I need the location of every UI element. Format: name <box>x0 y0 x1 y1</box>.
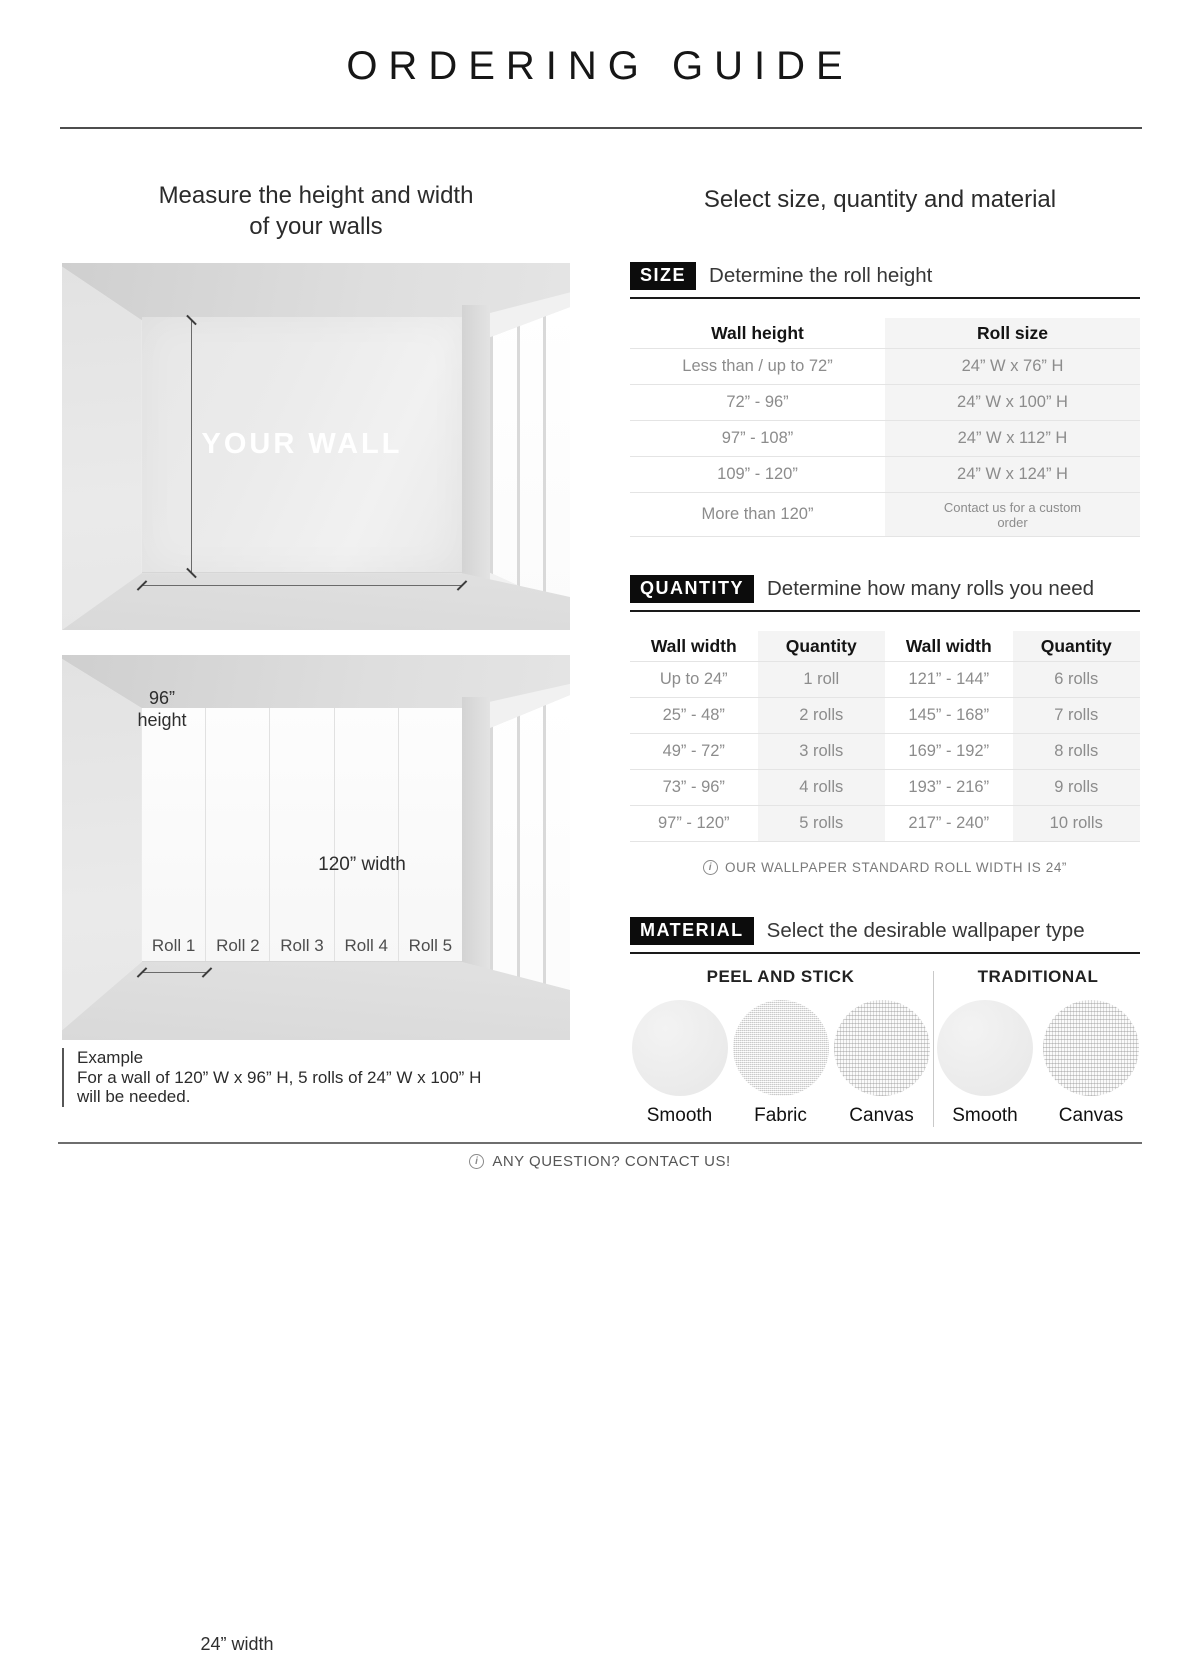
size-table-row <box>630 349 1140 385</box>
quantity-section <box>630 575 1140 875</box>
quantity-cell: 7 rolls <box>1013 698 1141 733</box>
swatch-label: Canvas <box>1058 1105 1124 1126</box>
wall-width-cell: 25” - 48” <box>662 706 725 724</box>
width-dimension-label: 120” width <box>318 854 406 875</box>
wall-height-cell: Less than / up to 72” <box>682 357 833 375</box>
page-title: ORDERING GUIDE <box>346 44 854 88</box>
wall-width-cell: 121” - 144” <box>908 670 990 688</box>
quantity-table-row <box>630 806 1140 842</box>
traditional-swatches <box>936 1000 1140 1127</box>
window-pane <box>520 307 544 609</box>
roll-panel <box>399 708 462 961</box>
left-column-heading <box>62 180 570 242</box>
window-pillar <box>462 305 490 601</box>
quantity-column-header: Quantity <box>758 631 886 661</box>
swatch-label: Smooth <box>952 1105 1018 1126</box>
wall-width-cell: 169” - 192” <box>908 742 990 760</box>
traditional-group <box>936 967 1140 1127</box>
wall-width-cell: 145” - 168” <box>908 706 990 724</box>
wall-width-cell: 73” - 96” <box>662 778 725 796</box>
footer-divider <box>58 1142 1142 1144</box>
quantity-cell: 6 rolls <box>1013 662 1141 697</box>
size-table-row <box>630 385 1140 421</box>
quantity-cell: 10 rolls <box>1013 806 1141 841</box>
size-table-row <box>630 493 1140 537</box>
peel-and-stick-title: PEEL AND STICK <box>706 967 855 986</box>
example-line1: For a wall of 120” W x 96” H, 5 rolls of 24” W x 100” H <box>77 1067 482 1087</box>
roll-size-cell: 24” W x 100” H <box>885 385 1140 420</box>
roll-width-note <box>630 860 1140 875</box>
material-groups <box>630 967 1140 1127</box>
wall-height-column-header: Wall height <box>711 322 804 343</box>
measure-room-illustration <box>62 263 570 875</box>
wall-width-column-header: Wall width <box>650 635 737 656</box>
height-value: 96” <box>148 688 175 708</box>
quantity-cell: 8 rolls <box>1013 734 1141 769</box>
quantity-cell: 9 rolls <box>1013 770 1141 805</box>
wall-with-rolls <box>142 708 462 962</box>
roll-panel <box>206 708 270 961</box>
roll-size-cell <box>885 493 1140 536</box>
wall-height-cell: More than 120” <box>701 505 814 523</box>
size-section <box>630 262 1140 537</box>
size-badge: SIZE <box>630 262 696 290</box>
canvas-texture-icon <box>834 1000 930 1096</box>
material-group-divider <box>933 971 934 1127</box>
window-pane <box>493 307 517 609</box>
quantity-table-row <box>630 734 1140 770</box>
example-note <box>62 1048 542 1107</box>
quantity-table-row <box>630 770 1140 806</box>
roll-label: Roll 3 <box>280 936 324 955</box>
window-pane <box>520 695 544 1025</box>
size-section-title: Determine the roll height <box>709 264 933 287</box>
fabric-texture-icon <box>733 1000 829 1096</box>
wall-height-cell: 97” - 108” <box>721 429 794 447</box>
roll-label: Roll 2 <box>216 936 260 955</box>
right-column-heading: Select size, quantity and material <box>703 186 1057 213</box>
roll-panel <box>142 708 206 961</box>
info-icon: i <box>703 860 718 875</box>
left-heading-line2: of your walls <box>249 213 383 240</box>
peel-and-stick-group <box>630 967 931 1127</box>
example-line2: will be needed. <box>77 1087 191 1106</box>
wall-width-cell: Up to 24” <box>659 670 728 688</box>
size-table-row <box>630 457 1140 493</box>
size-table-header-row <box>630 318 1140 349</box>
swatch-smooth <box>631 1000 729 1127</box>
traditional-title: TRADITIONAL <box>977 967 1099 986</box>
quantity-section-header <box>630 575 1140 612</box>
height-dimension-label <box>122 687 202 731</box>
roll-size-cell: 24” W x 76” H <box>885 349 1140 384</box>
swatch-smooth <box>936 1000 1034 1127</box>
header-divider <box>60 127 1142 129</box>
quantity-section-title: Determine how many rolls you need <box>767 577 1095 600</box>
roll-panel <box>270 708 334 961</box>
footer-note-text: ANY QUESTION? CONTACT US! <box>492 1153 731 1170</box>
quantity-cell: 1 roll <box>758 662 886 697</box>
your-wall <box>142 317 462 573</box>
width-dimension-line <box>142 585 462 586</box>
swatch-label: Canvas <box>849 1105 914 1126</box>
quantity-table-row <box>630 698 1140 734</box>
height-dimension-line <box>191 320 192 573</box>
size-table-row <box>630 421 1140 457</box>
wall-width-cell: 193” - 216” <box>908 778 990 796</box>
roll-size-column-header: Roll size <box>885 318 1140 348</box>
swatch-label: Fabric <box>754 1105 807 1126</box>
left-heading-line1: Measure the height and width <box>158 182 474 209</box>
roll-panel <box>335 708 399 961</box>
wall-height-cell: 72” - 96” <box>726 393 789 411</box>
wall-width-cell: 49” - 72” <box>662 742 725 760</box>
roll-width-dimension-label: 24” width <box>200 1634 274 1654</box>
material-badge: MATERIAL <box>630 917 754 945</box>
example-title: Example <box>77 1048 144 1067</box>
roll-width-dimension-line <box>142 972 207 973</box>
quantity-cell: 5 rolls <box>758 806 886 841</box>
size-section-header <box>630 262 1140 299</box>
wall-width-column-header: Wall width <box>905 635 992 656</box>
smooth-texture-icon <box>937 1000 1033 1096</box>
quantity-badge: QUANTITY <box>630 575 754 603</box>
material-section-title: Select the desirable wallpaper type <box>766 919 1085 942</box>
wall-height-cell: 109” - 120” <box>717 465 798 483</box>
swatch-fabric <box>732 1000 830 1127</box>
custom-order-text: Contact us for a custom order <box>943 499 1082 530</box>
smooth-texture-icon <box>632 1000 728 1096</box>
window-pane <box>546 695 570 1025</box>
wall-width-cell: 97” - 120” <box>657 814 730 832</box>
size-table <box>630 318 1140 537</box>
window <box>490 307 570 609</box>
material-section <box>630 917 1140 1127</box>
swatch-label: Smooth <box>646 1105 713 1126</box>
canvas-texture-icon <box>1043 1000 1139 1096</box>
quantity-cell: 4 rolls <box>758 770 886 805</box>
roll-label: Roll 5 <box>408 936 453 955</box>
swatch-canvas <box>833 1000 931 1127</box>
roll-size-cell: 24” W x 124” H <box>885 457 1140 492</box>
your-wall-label: YOUR WALL <box>201 428 403 460</box>
window-pane <box>546 307 570 609</box>
quantity-cell: 3 rolls <box>758 734 886 769</box>
roll-width-note-text: OUR WALLPAPER STANDARD ROLL WIDTH IS 24” <box>724 860 1068 875</box>
roll-size-cell: 24” W x 112” H <box>885 421 1140 456</box>
footer-note <box>0 1153 1200 1170</box>
quantity-column-header: Quantity <box>1013 631 1141 661</box>
roll-label: Roll 4 <box>344 936 388 955</box>
quantity-table-row <box>630 662 1140 698</box>
peel-and-stick-swatches <box>630 1000 931 1127</box>
swatch-canvas <box>1042 1000 1140 1127</box>
material-section-header <box>630 917 1140 954</box>
window-pillar <box>462 697 490 1007</box>
height-word: height <box>137 710 187 730</box>
quantity-cell: 2 rolls <box>758 698 886 733</box>
quantity-table-header-row <box>630 631 1140 662</box>
info-icon: i <box>469 1154 484 1169</box>
quantity-table <box>630 631 1140 842</box>
roll-label: Roll 1 <box>151 936 196 955</box>
wall-width-cell: 217” - 240” <box>908 814 990 832</box>
